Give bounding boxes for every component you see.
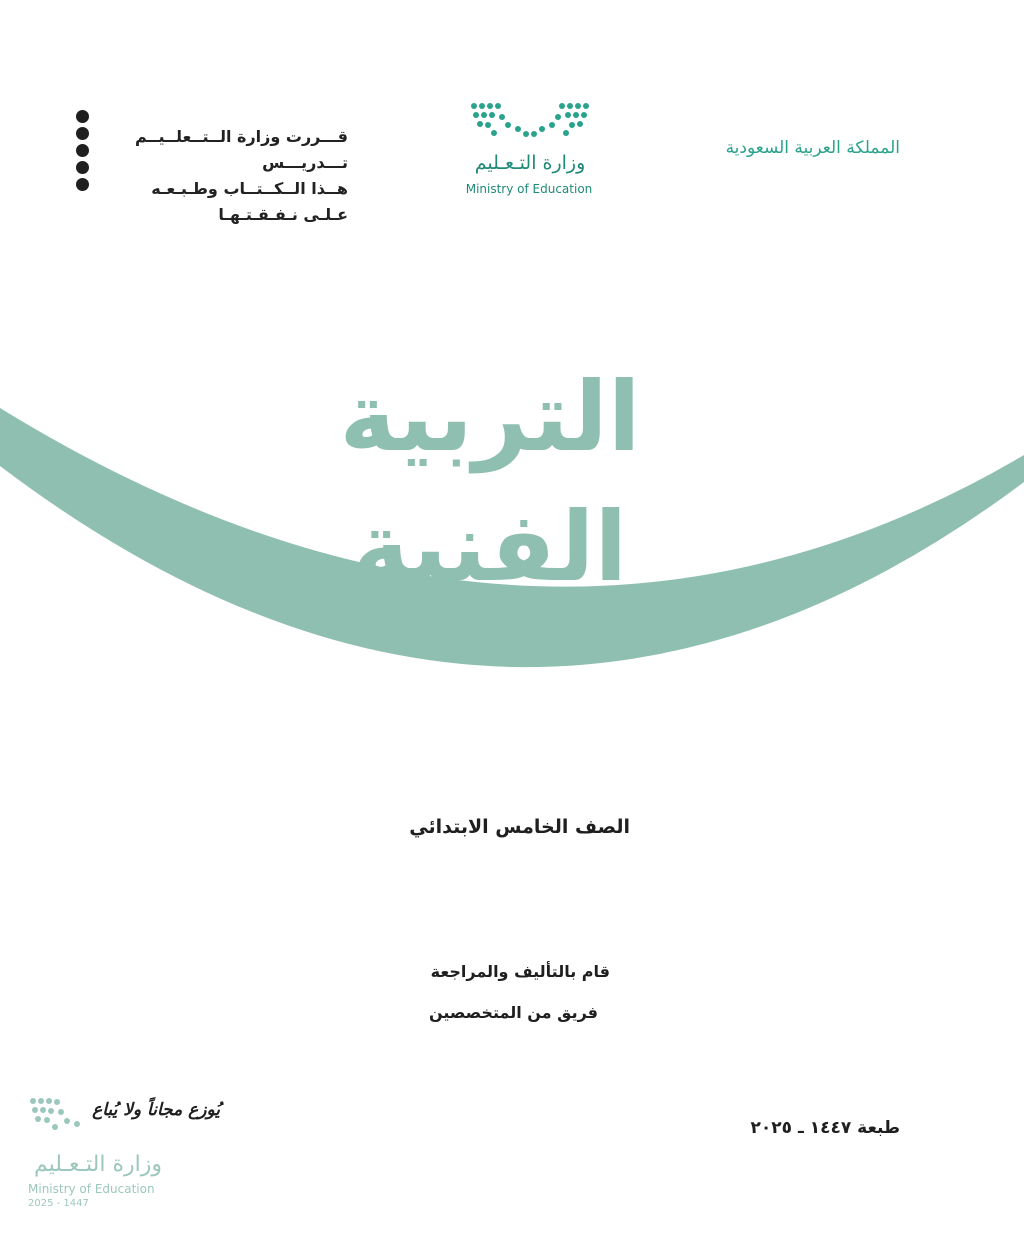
ministry-name-english: Ministry of Education [465,182,593,196]
footer-ministry-arabic: وزارة التـعـليم [33,1152,162,1177]
decree-line-1: قـــررت وزارة الــتــعلــيــم تـــدريـــس [135,127,348,172]
ministry-decree [108,124,348,228]
ministry-footer-logo-icon [28,1096,86,1132]
free-distribution-notice: يُوزع مجاناً ولا يُباع [92,1100,220,1120]
decoration-dots [76,110,92,195]
book-title: التربية الفنية [339,361,641,603]
ministry-name-arabic: وزارة التـعـليم [474,152,586,174]
footer-ministry-english: Ministry of Education [28,1182,155,1196]
grade-level: الصف الخامس الابتدائي [409,816,630,838]
ministry-logo-icon [462,100,598,148]
authors-line-2: فريق من المتخصصين [428,1003,598,1022]
authors-line-1: قام بالتأليف والمراجعة [430,962,610,981]
kingdom-name: المملكة العربية السعودية [725,138,900,158]
edition-label: طبعة ١٤٤٧ ـ ٢٠٢٥ [750,1118,900,1138]
footer-year: 2025 - 1447 [28,1198,89,1209]
decree-line-2: هــذا الــكــتــاب وطـبـعـه عـلـى نـفـقـتـهـا [151,179,348,224]
